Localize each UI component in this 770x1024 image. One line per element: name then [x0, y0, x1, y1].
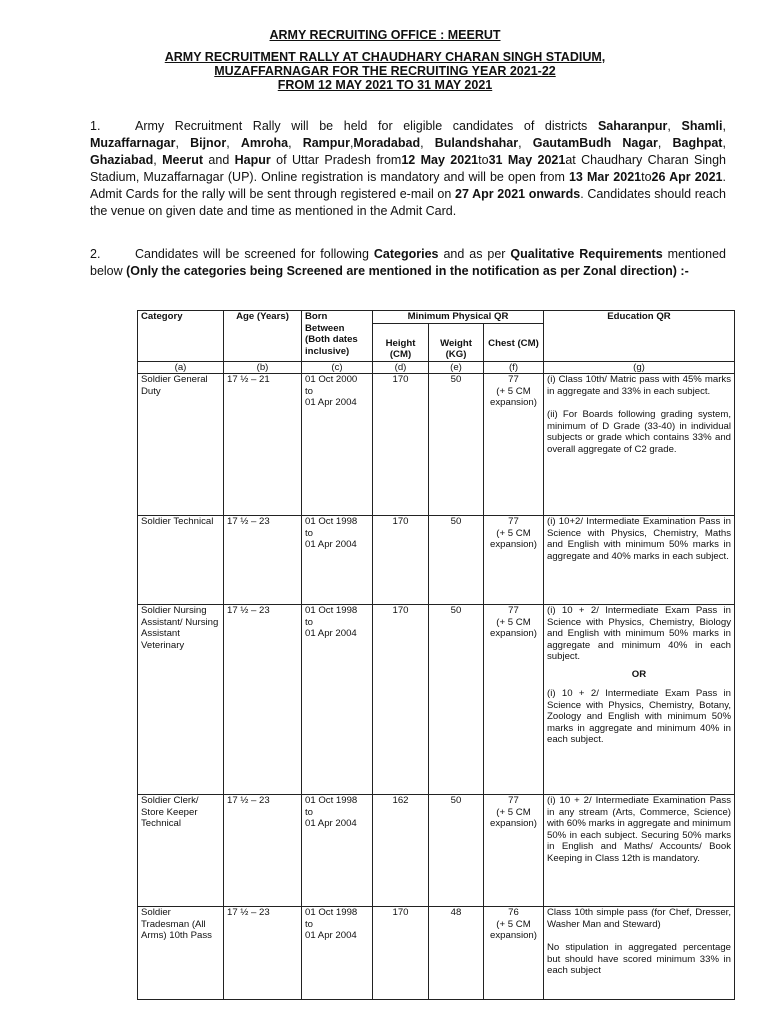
- header-age: Age (Years): [224, 311, 302, 362]
- row-chest: 77 (+ 5 CM expansion): [484, 605, 544, 795]
- row-born: 01 Oct 1998 to 01 Apr 2004: [302, 516, 373, 605]
- row-age: 17 ½ – 23: [224, 605, 302, 795]
- row-height: 170: [373, 516, 429, 605]
- table-row: [138, 516, 735, 605]
- row-education: (i) 10 + 2/ Intermediate Examination Pass in any stream (Arts, Commerce, Science) with 60% marks in aggregate and minimum 50% in each subject. Securing 50% marks in English and Maths/ Accounts/ Book Keeping in Class 12th is mandatory.: [544, 795, 735, 907]
- row-height: 162: [373, 795, 429, 907]
- rally-title-line3: FROM 12 MAY 2021 TO 31 MAY 2021: [277, 78, 493, 92]
- row-category: Soldier Clerk/ Store Keeper Technical: [138, 795, 224, 907]
- row-height: 170: [373, 374, 429, 516]
- col-letter: (g): [544, 361, 735, 374]
- row-weight: 50: [429, 795, 484, 907]
- col-letter: (e): [429, 361, 484, 374]
- row-education: Class 10th simple pass (for Chef, Dresser, Washer Man and Steward) No stipulation in aggregated percentage but should have scored minimum 33% in each subject: [544, 907, 735, 1000]
- qualitative-requirements-table: [137, 310, 735, 1000]
- row-category: Soldier Tradesman (All Arms) 10th Pass: [138, 907, 224, 1000]
- header-born: Born Between (Both dates inclusive): [302, 311, 373, 362]
- office-title: ARMY RECRUITING OFFICE : MEERUT: [269, 28, 501, 42]
- header-physical: Minimum Physical QR: [373, 311, 544, 324]
- row-age: 17 ½ – 23: [224, 516, 302, 605]
- row-weight: 50: [429, 516, 484, 605]
- table-header-row: [138, 311, 735, 324]
- row-chest: 77 (+ 5 CM expansion): [484, 795, 544, 907]
- header-height: Height (CM): [373, 323, 429, 361]
- row-height: 170: [373, 605, 429, 795]
- paragraph-1: 1. Army Recruitment Rally will be held for eligible candidates of districts Saharanpur, Shamli, Muzaffarnagar, Bijnor, Amroha, Rampur,Moradabad, Bulandshahar, GautamBudh Nagar, Baghpat, Ghaziabad, Meerut and Hapur of Uttar Pradesh from12 May 2021to31 May 2021at Chaudhary Charan Singh Stadium, Muzaffarnagar (UP). Online registration is mandatory and will be open from 13 Mar 2021to26 Apr 2021. Admit Cards for the rally will be sent through registered e-mail on 27 Apr 2021 onwards. Candidates should reach the venue on given date and time as mentioned in the Admit Card.: [90, 119, 727, 218]
- col-letter: (f): [484, 361, 544, 374]
- row-age: 17 ½ – 21: [224, 374, 302, 516]
- row-born: 01 Oct 1998 to 01 Apr 2004: [302, 907, 373, 1000]
- row-age: 17 ½ – 23: [224, 795, 302, 907]
- row-height: 170: [373, 907, 429, 1000]
- header-chest: Chest (CM): [484, 323, 544, 361]
- table-row: [138, 795, 735, 907]
- table-row: [138, 907, 735, 1000]
- header-education: Education QR: [544, 311, 735, 362]
- row-education: (i) Class 10th/ Matric pass with 45% marks in aggregate and 33% in each subject. (ii) For Boards following grading system, minimum of D Grade (33-40) in individual subjects or grade which contains 33% and overall aggregate of C2 grade.: [544, 374, 735, 516]
- col-letter: (d): [373, 361, 429, 374]
- row-weight: 50: [429, 605, 484, 795]
- row-born: 01 Oct 1998 to 01 Apr 2004: [302, 605, 373, 795]
- row-chest: 76 (+ 5 CM expansion): [484, 907, 544, 1000]
- row-education: (i) 10 + 2/ Intermediate Exam Pass in Science with Physics, Chemistry, Biology and English with minimum 50% marks in aggregate and minimum 40% in each subject. OR (i) 10 + 2/ Intermediate Exam Pass in Science with Physics, Chemistry, Botany, Zoology and English with minimum 50% marks in aggregate and minimum 40% in each subject.: [544, 605, 735, 795]
- rally-title-line1: ARMY RECRUITMENT RALLY AT CHAUDHARY CHARAN SINGH STADIUM,: [164, 50, 606, 64]
- col-letter: (a): [138, 361, 224, 374]
- table-letter-row: [138, 361, 735, 374]
- row-chest: 77 (+ 5 CM expansion): [484, 374, 544, 516]
- rally-title-line2: MUZAFFARNAGAR FOR THE RECRUITING YEAR 2021-22: [214, 64, 556, 78]
- row-born: 01 Oct 2000 to 01 Apr 2004: [302, 374, 373, 516]
- row-category: Soldier Nursing Assistant/ Nursing Assistant Veterinary: [138, 605, 224, 795]
- header-category: Category: [138, 311, 224, 362]
- row-weight: 50: [429, 374, 484, 516]
- paragraph-2: 2. Candidates will be screened for following Categories and as per Qualitative Requirements mentioned below (Only the categories being Screened are mentioned in the notification as per Zonal direction) :-: [90, 247, 726, 278]
- col-letter: (c): [302, 361, 373, 374]
- table-row: [138, 605, 735, 795]
- or-separator: OR: [631, 668, 647, 680]
- header-weight: Weight (KG): [429, 323, 484, 361]
- row-age: 17 ½ – 23: [224, 907, 302, 1000]
- row-born: 01 Oct 1998 to 01 Apr 2004: [302, 795, 373, 907]
- table-row: [138, 374, 735, 516]
- row-weight: 48: [429, 907, 484, 1000]
- row-category: Soldier Technical: [138, 516, 224, 605]
- row-category: Soldier General Duty: [138, 374, 224, 516]
- row-chest: 77 (+ 5 CM expansion): [484, 516, 544, 605]
- col-letter: (b): [224, 361, 302, 374]
- row-education: (i) 10+2/ Intermediate Examination Pass in Science with Physics, Chemistry, Maths and English with minimum 50% marks in aggregate and 40% marks in each subject.: [544, 516, 735, 605]
